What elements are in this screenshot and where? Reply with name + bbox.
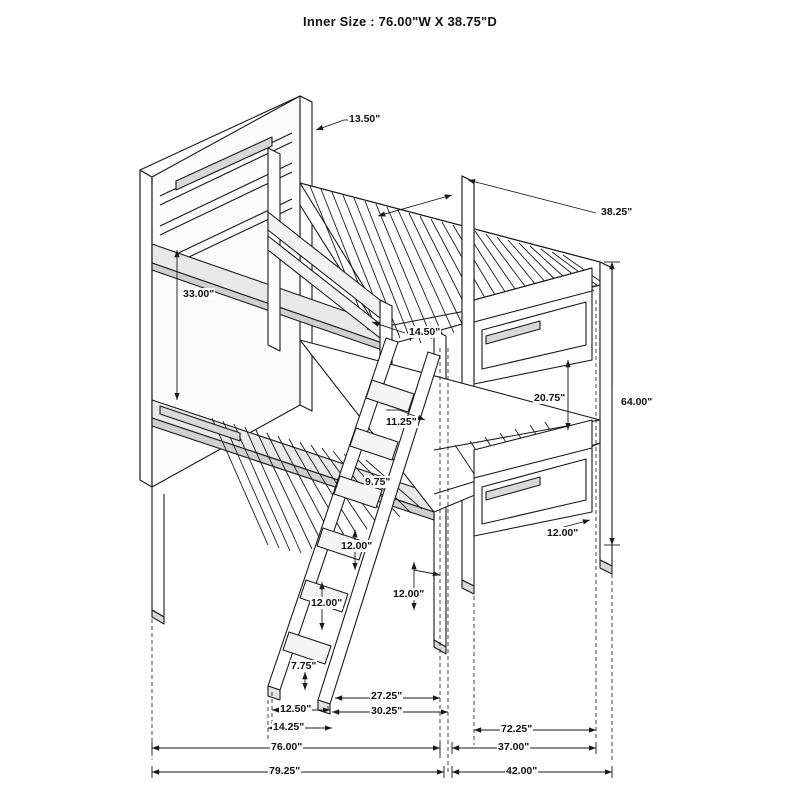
bed-geometry	[140, 96, 612, 714]
dim-ladder-rung-2: 12.00"	[393, 588, 425, 600]
dim-bed-depth-top: 38.25"	[601, 206, 633, 218]
dim-ladder-bottom-rung: 7.75"	[291, 660, 317, 672]
dim-top-rail-height: 13.50"	[349, 113, 381, 125]
dim-depth-upper: 37.00"	[498, 741, 530, 753]
dim-ladder-foot-span: 14.25"	[273, 721, 305, 733]
dim-lower-deck-height: 12.00"	[341, 540, 373, 552]
dim-ladder-rung-spacing: 11.25"	[386, 416, 417, 428]
dim-overall-height: 64.00"	[621, 396, 653, 408]
page-title: Inner Size : 76.00"W X 38.75"D	[303, 14, 497, 29]
dim-end-panel-upper: 20.75"	[534, 392, 566, 404]
dim-ladder-foot-offset: 12.50"	[280, 703, 312, 715]
dim-ladder-base-a: 27.25"	[371, 690, 403, 702]
dim-end-panel-lower: 12.00"	[547, 527, 579, 539]
dim-ladder-offset: 9.75"	[365, 476, 391, 488]
dim-depth-upper-extent: 72.25"	[501, 723, 533, 735]
dim-ladder-rung-1: 12.00"	[311, 597, 343, 609]
dim-ladder-base-b: 30.25"	[371, 705, 403, 717]
dim-upper-clearance: 33.00"	[183, 288, 215, 300]
dim-overall-depth: 42.00"	[506, 765, 538, 777]
dim-width-inner: 76.00"	[271, 741, 303, 753]
dim-guard-rail: 14.50"	[409, 326, 441, 338]
dim-overall-width: 79.25"	[269, 765, 301, 777]
